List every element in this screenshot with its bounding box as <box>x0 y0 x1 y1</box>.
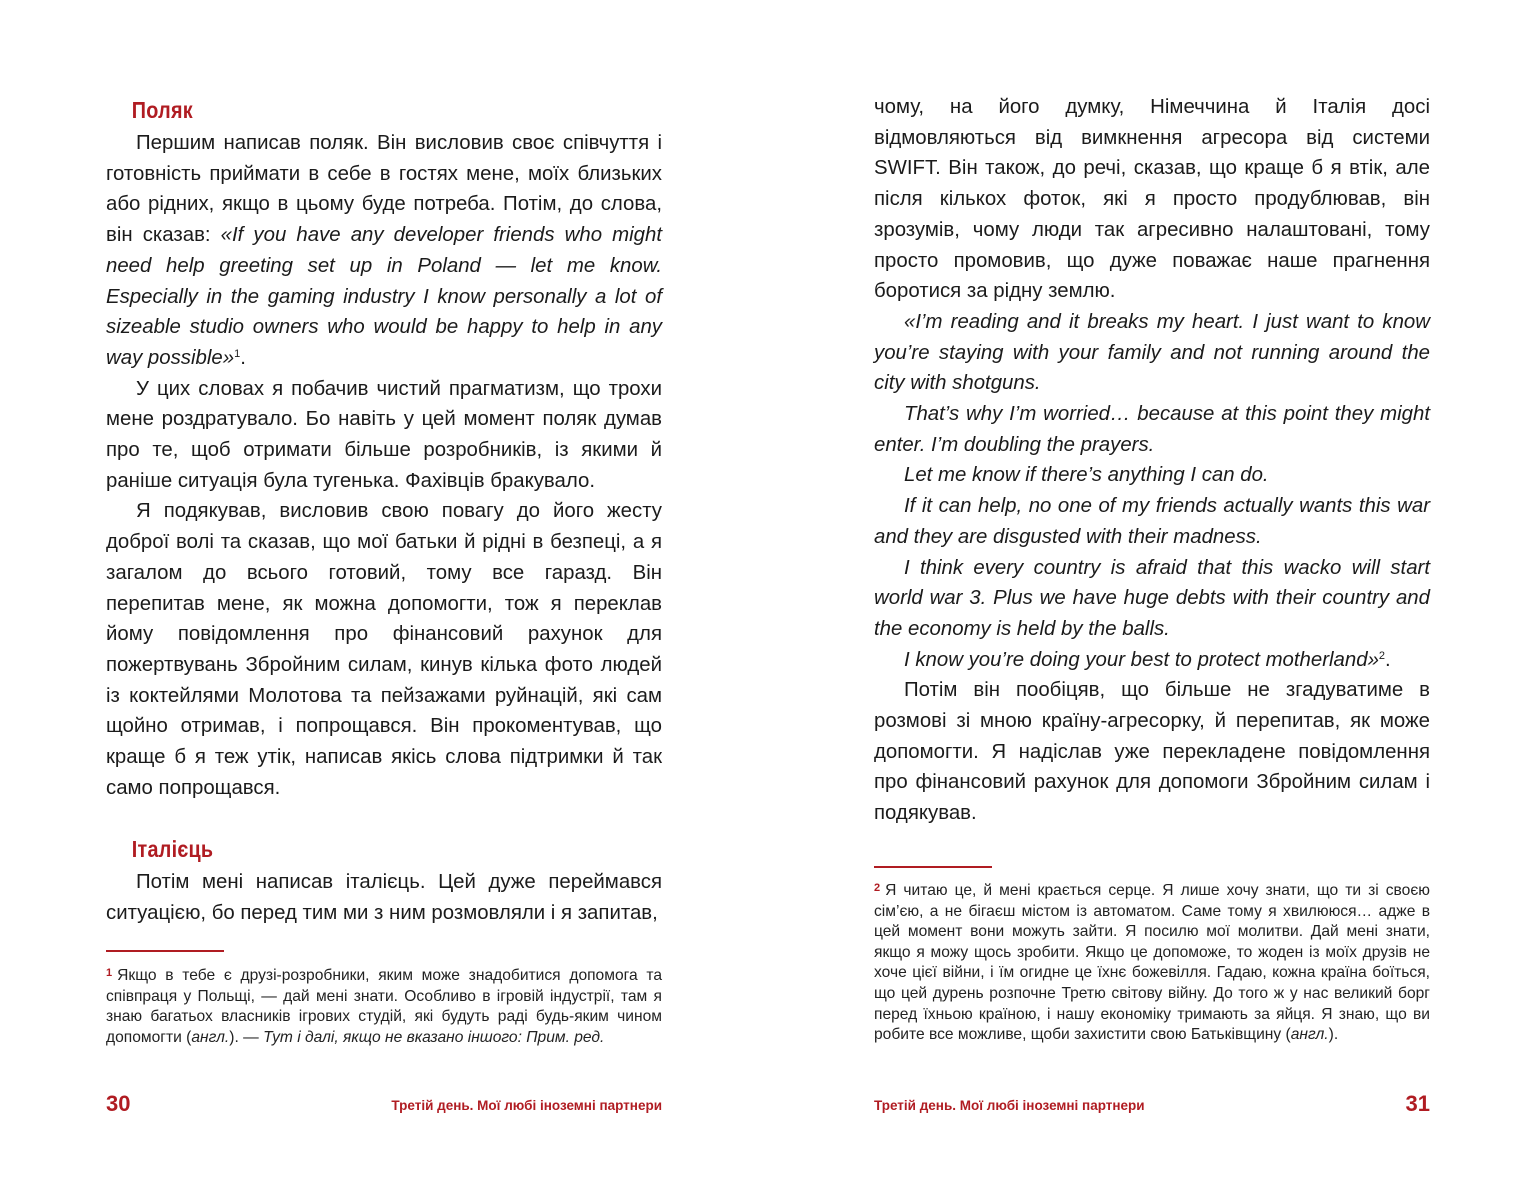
footnote-divider <box>874 866 992 868</box>
quote-text: I know you’re doing your best to protect motherland» <box>904 648 1379 671</box>
footnote-text: ). <box>1328 1026 1339 1044</box>
right-text-column <box>874 92 1430 829</box>
quote-paragraph <box>874 491 1430 552</box>
footnote-text: Я читаю це, й мені крається серце. Я лише хочу знати, що ти зі своєю сім’єю, а не бігаєш містом із автоматом. Саме тому я хвилююся… адже в цей момент вони можуть зайти. Я посилю мої молитви. Дай мені знати, якщо я можу щось зробити. Якщо це допоможе, то жоден із моїх друзів не хоче цієї війни, і їм огидне це їхнє божевілля. Гадаю, кожна країна боїться, що цей дурень розпочне Третю світову війну. До того ж у нас великий борг перед їхньою країною, і нашу економіку тримають за яйця. Я знаю, що ви робите все можливе, щоби захистити свою Батьківщину ( <box>874 882 1430 1044</box>
footnote-2 <box>874 878 1430 1046</box>
footnote-text: Якщо в тебе є друзі-розробники, яким може знадобитися допомога та співпраця у Польщі, — дай мені знати. Особливо в ігровій індустрії, там я знаю багатьох власників ігрових студій, які будуть раді будь-яким чином допомогти ( <box>106 967 662 1046</box>
quote-paragraph <box>874 645 1430 676</box>
paragraph: чому, на його думку, Німеччина й Італія досі відмовляються від вимкнення агресора від системи SWIFT. Він також, до речі, сказав, що краще б я втік, але після кількох фоток, які я просто продублював, він зрозумів, чому люди так агресивно налаштовані, тому просто промовив, що дуже поважає наше прагнення боротися за рідну землю. <box>874 96 1430 303</box>
footnote-divider <box>106 950 224 952</box>
quote-text: If it can help, no one of my friends actually wants this war and they are disgusted with their madness. <box>874 495 1430 548</box>
page-number: 31 <box>1405 1091 1430 1116</box>
footnote-abbrev: англ. <box>191 1028 230 1046</box>
footnote-number: 1 <box>106 967 113 979</box>
running-head: Третій день. Мої любі іноземні партнери <box>874 1098 1145 1113</box>
paragraph: Я подякував, висловив свою повагу до його жесту доброї волі та сказав, що мої батьки й рідні в безпеці, а я загалом до всього готовий, тому все гаразд. Він перепитав мене, як можна допомогти, тож я переклав йому повідомлення про фінансовий рахунок для пожертвувань Збройним силам, кинув кілька фото людей із коктейлями Молотова та пейзажами руйнацій, які сам щойно отримав, і попрощався. Він прокоментував, що краще б я теж утік, написав якісь слова підтримки й так само попрощався. <box>106 500 662 799</box>
quote-text: I think every country is afraid that this wacko will start world war 3. Plus we have huge debts with their country and the economy is held by the balls. <box>874 556 1430 640</box>
quote-text: «If you have any developer friends who might need help greeting set up in Poland — let me know. Especially in the gaming industry I know personally a lot of sizeable studio owners who would be happy to help in any way possible» <box>106 224 662 369</box>
quote-paragraph <box>874 307 1430 399</box>
left-text-column <box>106 92 662 929</box>
paragraph-text: Першим написав поляк. Він висловив своє співчуття і готовність приймати в себе в гостях мене, моїх близьких або рідних, якщо в цьому буде потреба. Потім, до слова, він сказав: <box>106 132 662 247</box>
paragraph: У цих словах я побачив чистий прагматизм, що трохи мене роздратувало. Бо навіть у цей момент поляк думав про те, щоб отримати більше розробників, із якими й раніше ситуація була тугенька. Фахівців бракувало. <box>106 377 662 492</box>
paragraph: Потім він пообіцяв, що більше не згадуватиме в розмові зі мною країну-агресорку, й перепитав, як може допомогти. Я надіслав уже перекладене повідомлення про фінансовий рахунок для допомоги Збройним силам і подякував. <box>874 679 1430 825</box>
section-heading-italiets: Італієць <box>131 836 214 863</box>
right-page <box>768 0 1536 1182</box>
section-heading-polyak: Поляк <box>131 97 193 123</box>
quote-text: Let me know if there’s anything I can do. <box>904 464 1269 487</box>
footnote-ref[interactable]: 1 <box>234 347 241 360</box>
footnote-abbrev: англ. <box>1290 1026 1329 1044</box>
quote-text: «I’m reading and it breaks my heart. I just want to know you’re staying with your family and not running around the city with shotguns. <box>874 310 1430 395</box>
footnote-ref[interactable]: 2 <box>1378 649 1386 662</box>
editor-note: Тут і далі, якщо не вказано іншого: Прим. ред. <box>263 1028 605 1046</box>
running-head: Третій день. Мої любі іноземні партнери <box>391 1098 662 1113</box>
page-number: 30 <box>106 1091 131 1116</box>
footnote-text: ). — <box>229 1028 264 1046</box>
paragraph: Потім мені написав італієць. Цей дуже переймався ситуацією, бо перед тим ми з ним розмовляли і я запитав, <box>106 871 662 925</box>
footnote-number: 2 <box>874 882 881 894</box>
quote-paragraph <box>874 460 1430 491</box>
punctuation: . <box>1385 648 1391 671</box>
footnote-1 <box>106 963 662 1048</box>
paragraph <box>106 128 662 374</box>
quote-paragraph <box>874 553 1430 645</box>
quote-text: That’s why I’m worried… because at this point they might enter. I’m doubling the prayers. <box>874 403 1430 456</box>
punctuation: . <box>240 346 246 369</box>
quote-paragraph <box>874 399 1430 460</box>
